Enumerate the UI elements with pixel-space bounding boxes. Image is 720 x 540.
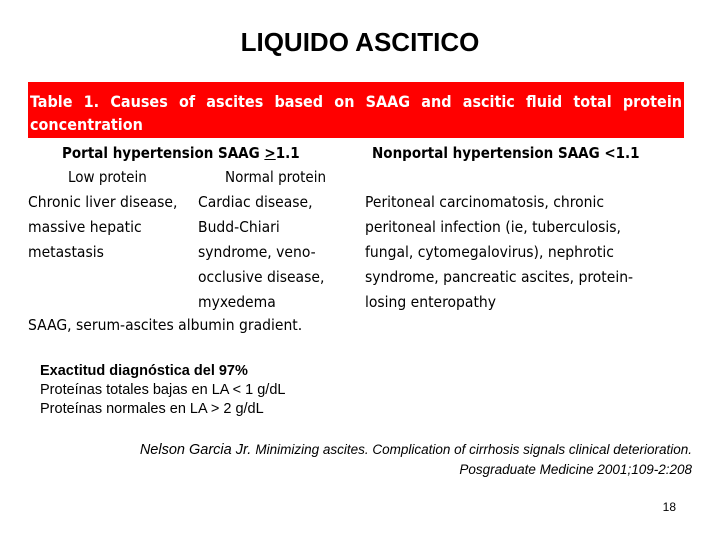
normal-protein-line: Budd-Chiari: [198, 218, 280, 236]
nonportal-hypertension-header: Nonportal hypertension SAAG <1.1: [372, 144, 640, 162]
low-protein-threshold: Proteínas totales bajas en LA < 1 g/dL: [40, 382, 286, 398]
low-protein-causes: [28, 190, 177, 265]
citation-title: Minimizing ascites. Complication of cirrhosis signals clinical deterioration.: [255, 442, 692, 457]
normal-protein-threshold: Proteínas normales en LA > 2 g/dL: [40, 401, 264, 417]
low-protein-line: Chronic liver disease,: [28, 193, 178, 211]
nonportal-line: syndrome, pancreatic ascites, protein-: [365, 268, 634, 286]
diagnostic-info: [40, 362, 285, 419]
nonportal-line: losing enteropathy: [365, 293, 497, 311]
portal-header-prefix: Portal hypertension SAAG: [62, 144, 265, 162]
normal-protein-line: Cardiac disease,: [198, 193, 313, 211]
normal-protein-label: Normal protein: [225, 168, 327, 186]
nonportal-line: peritoneal infection (ie, tuberculosis,: [365, 218, 621, 236]
citation-author: Nelson Garcia Jr.: [139, 442, 252, 458]
normal-protein-line: occlusive disease,: [198, 268, 325, 286]
diagnostic-accuracy-heading: Exactitud diagnóstica del 97%: [40, 363, 248, 379]
table-caption: Table 1. Causes of ascites based on SAAG and ascitic fluid total protein concentration: [28, 82, 684, 138]
portal-hypertension-header: [62, 144, 300, 162]
table-footnote: SAAG, serum-ascites albumin gradient.: [28, 316, 303, 334]
slide-title: LIQUIDO ASCITICO: [240, 27, 480, 57]
citation: [140, 440, 692, 480]
portal-header-ge-symbol: >: [264, 144, 276, 162]
low-protein-line: metastasis: [28, 243, 104, 261]
low-protein-line: massive hepatic: [28, 218, 142, 236]
nonportal-line: Peritoneal carcinomatosis, chronic: [365, 193, 605, 211]
nonportal-causes: [365, 190, 633, 315]
nonportal-line: fungal, cytomegalovirus), nephrotic: [365, 243, 614, 261]
portal-header-suffix: 1.1: [275, 144, 300, 162]
normal-protein-line: myxedema: [198, 293, 276, 311]
low-protein-label: Low protein: [68, 168, 147, 186]
citation-journal: Posgraduate Medicine 2001;109-2:208: [459, 462, 692, 477]
normal-protein-causes: [198, 190, 324, 315]
page-number: 18: [662, 500, 676, 514]
normal-protein-line: syndrome, veno-: [198, 243, 316, 261]
